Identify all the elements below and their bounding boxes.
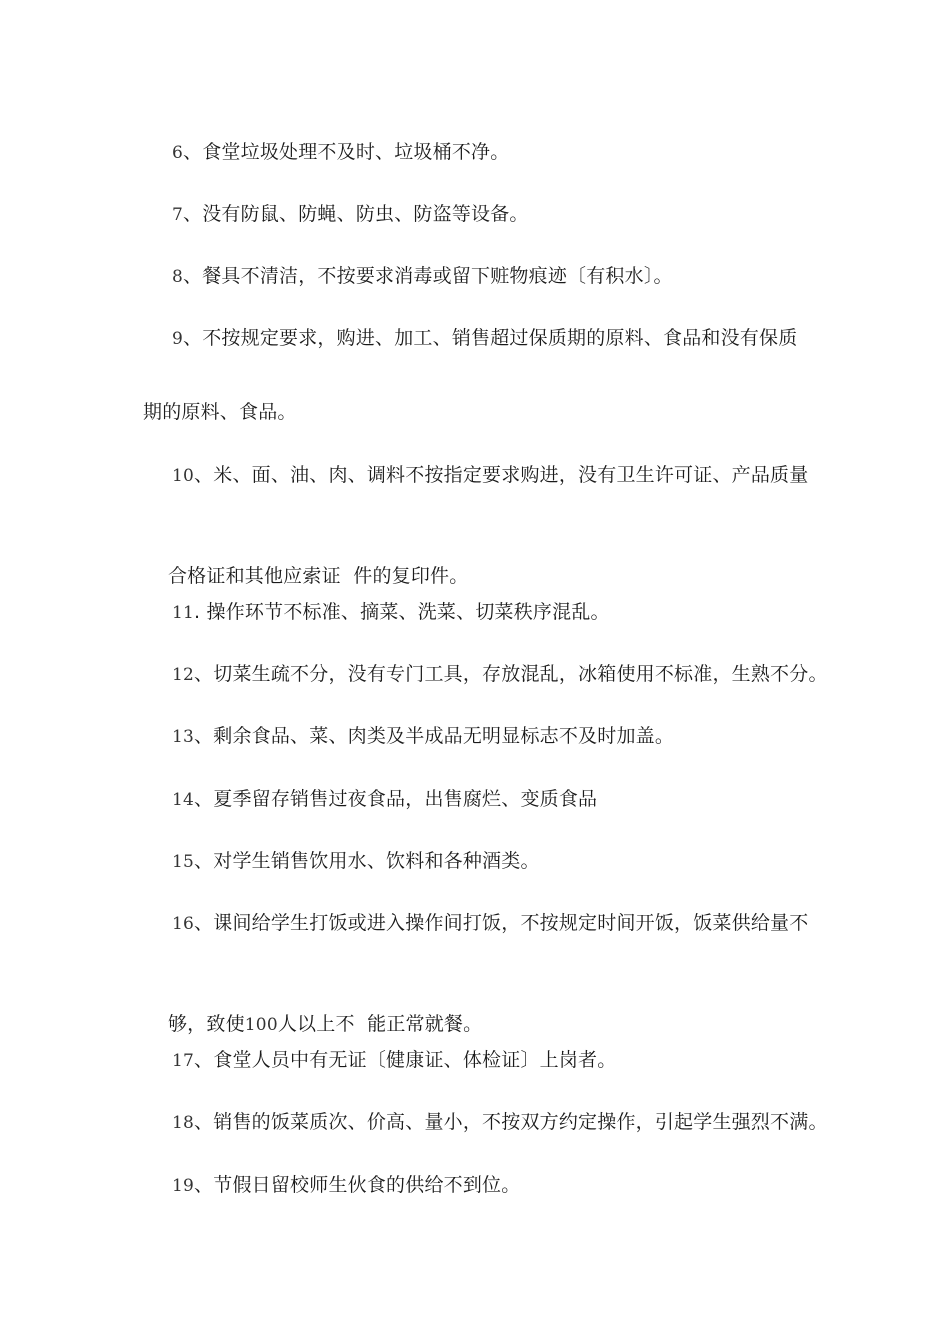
item-number: 6	[172, 143, 184, 163]
item-number: 14	[172, 790, 195, 810]
list-item-17	[172, 1047, 616, 1074]
list-item-16	[172, 910, 808, 937]
item-separator: 、	[183, 203, 203, 225]
list-item-14	[172, 786, 597, 813]
item-separator: 、	[183, 265, 203, 287]
item-number: 7	[172, 205, 184, 225]
item-text: 期的原料、食品。	[143, 401, 297, 423]
list-item-13	[172, 723, 674, 750]
list-item-19	[172, 1172, 520, 1199]
item-text: 夏季留存销售过夜食品，出售腐烂、变质食品	[213, 788, 598, 810]
item-text: 餐具不清洁，不按要求消毒或留下赃物痕迹〔有积水〕。	[202, 265, 673, 287]
item-number: 16	[172, 914, 195, 934]
item-text: 米、面、油、肉、调料不按指定要求购进，没有卫生许可证、产品质量	[213, 464, 809, 486]
item-number: 15	[172, 852, 195, 872]
item-text: 食堂垃圾处理不及时、垃圾桶不净。	[202, 141, 510, 163]
list-item-18	[172, 1109, 828, 1136]
item-text: 人以上不 能正常就餐。	[277, 1013, 483, 1035]
item-number: 8	[172, 267, 184, 287]
item-number: 9	[172, 329, 184, 349]
item-separator: 、	[183, 327, 203, 349]
inline-number: 100	[244, 1015, 278, 1035]
item-text: 对学生销售饮用水、饮料和各种酒类。	[213, 850, 540, 872]
list-item-15	[172, 848, 540, 875]
item-text: 食堂人员中有无证〔健康证、体检证〕上岗者。	[213, 1049, 617, 1071]
item-number: 18	[172, 1113, 195, 1133]
item-text: 操作环节不标准、摘菜、洗菜、切菜秩序混乱。	[206, 601, 610, 623]
item-separator: 、	[194, 1049, 214, 1071]
item-separator: 、	[183, 141, 203, 163]
item-number: 11	[172, 603, 195, 623]
item-text: 剩余食品、菜、肉类及半成品无明显标志不及时加盖。	[213, 725, 675, 747]
item-separator: .	[194, 601, 207, 623]
item-separator: 、	[194, 663, 214, 685]
item-separator: 、	[194, 464, 214, 486]
item-number: 19	[172, 1176, 195, 1196]
list-item-8	[172, 263, 673, 290]
item-separator: 、	[194, 912, 214, 934]
item-number: 12	[172, 665, 195, 685]
item-text: 不按规定要求，购进、加工、销售超过保质期的原料、食品和没有保质	[202, 327, 798, 349]
item-separator: 、	[194, 850, 214, 872]
item-text: 切菜生疏不分，没有专门工具，存放混乱，冰箱使用不标准，生熟不分。	[213, 663, 828, 685]
item-separator: 、	[194, 788, 214, 810]
list-item-10	[172, 462, 808, 489]
list-item-6	[172, 139, 509, 166]
list-item-11	[172, 599, 610, 626]
item-separator: 、	[194, 1174, 214, 1196]
item-number: 17	[172, 1051, 195, 1071]
item-number: 13	[172, 727, 195, 747]
item-separator: 、	[194, 1111, 214, 1133]
list-item-9	[172, 325, 797, 352]
list-item-9-continuation	[143, 399, 297, 425]
list-item-12	[172, 661, 828, 688]
item-separator: 、	[194, 725, 214, 747]
item-text: 没有防鼠、防蝇、防虫、防盗等设备。	[202, 203, 529, 225]
item-text: 节假日留校师生伙食的供给不到位。	[213, 1174, 521, 1196]
item-text: 课间给学生打饭或进入操作间打饭，不按规定时间开饭，饭菜供给量不	[213, 912, 809, 934]
item-text: 销售的饭菜质次、价高、量小，不按双方约定操作，引起学生强烈不满。	[213, 1111, 828, 1133]
item-text: 合格证和其他应索证 件的复印件。	[167, 565, 469, 587]
item-text-prefix: 够，致使	[167, 1013, 245, 1035]
list-item-7	[172, 201, 529, 228]
item-number: 10	[172, 466, 195, 486]
